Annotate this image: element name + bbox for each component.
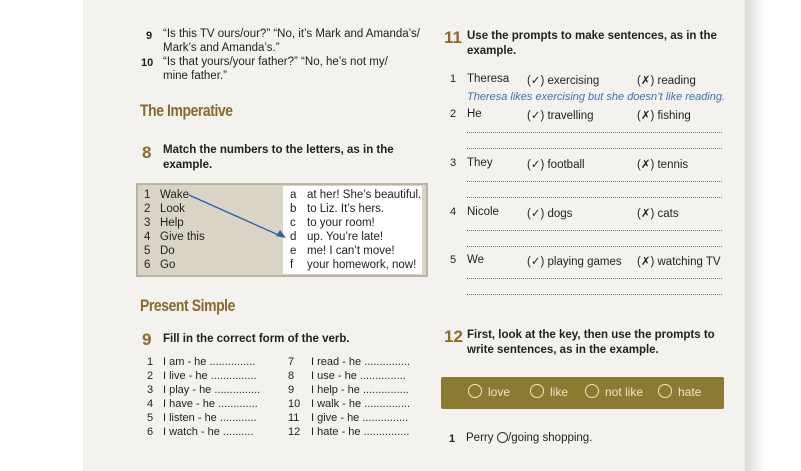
row-dislike: (✗) tennis xyxy=(637,159,689,171)
perry-prompt: /going shopping. xyxy=(508,432,593,444)
verb-prompt: I live - he ............... xyxy=(163,370,257,382)
verb-number: 5 xyxy=(147,412,154,424)
ex12-instruction: First, look at the key, then use the prompts to xyxy=(467,329,715,341)
ex8-instruction-cont: example. xyxy=(163,159,213,171)
ex9-number: 9 xyxy=(142,330,152,349)
verb-prompt: I watch - he .......... xyxy=(163,426,254,438)
answer-line xyxy=(467,181,722,182)
verb-number: 6 xyxy=(147,426,154,438)
match-number: 6 xyxy=(144,259,151,271)
verb-number: 4 xyxy=(147,398,154,410)
verb-number: 7 xyxy=(288,356,295,368)
answer-line xyxy=(467,246,722,247)
ex9-instruction: Fill in the correct form of the verb. xyxy=(163,333,350,345)
match-phrase: Go xyxy=(160,259,176,271)
match-number: 4 xyxy=(144,231,151,243)
row-subject: Nicole xyxy=(467,206,499,218)
answer-line xyxy=(467,294,722,295)
verb-number: 10 xyxy=(288,398,301,410)
match-number: 1 xyxy=(144,189,151,201)
key-not-like: not like xyxy=(605,385,644,399)
verb-prompt: I play - he ............... xyxy=(163,384,261,396)
row-dislike: (✗) fishing xyxy=(637,110,691,122)
verb-prompt: I help - he ............... xyxy=(311,384,409,396)
item-10-text-cont: mine father.” xyxy=(163,70,227,82)
verb-prompt: I give - he ............... xyxy=(311,412,409,424)
row-dislike: (✗) reading xyxy=(637,75,696,87)
match-phrase: Give this xyxy=(160,231,205,243)
item-10-number: 10 xyxy=(141,57,154,69)
page-edge xyxy=(745,0,765,471)
verb-prompt: I hate - he ............... xyxy=(311,426,410,438)
ex8-number: 8 xyxy=(142,143,152,162)
match-completion: to Liz. It’s hers. xyxy=(307,203,385,215)
match-phrase: Look xyxy=(160,203,185,215)
match-phrase: Help xyxy=(160,217,184,229)
row-dislike: (✗) watching TV xyxy=(637,256,721,268)
item-9-number: 9 xyxy=(146,30,153,42)
match-line-arrow xyxy=(185,190,295,244)
match-letter: e xyxy=(290,245,297,257)
row-like: (✓) travelling xyxy=(527,110,594,122)
verb-prompt: I walk - he ............... xyxy=(311,398,411,410)
row-like: (✓) playing games xyxy=(527,256,622,268)
ex11-instruction-cont: example. xyxy=(467,45,517,57)
example-answer: Theresa likes exercising but she doesn’t like reading. xyxy=(467,91,726,103)
match-letter: f xyxy=(290,259,294,271)
row-subject: We xyxy=(467,254,485,266)
verb-prompt: I read - he ............... xyxy=(311,356,411,368)
row-subject: Theresa xyxy=(467,73,510,85)
match-phrase: Wake xyxy=(160,189,189,201)
key-hate: hate xyxy=(678,385,702,399)
row-dislike: (✗) cats xyxy=(637,208,679,220)
like-face-icon xyxy=(530,384,544,398)
perry-number: 1 xyxy=(449,433,456,445)
row-subject: He xyxy=(467,108,482,120)
row-like: (✓) dogs xyxy=(527,208,573,220)
item-9-text-cont: Mark’s and Amanda’s.” xyxy=(163,42,280,54)
row-number: 5 xyxy=(450,254,457,266)
verb-prompt: I am - he ............... xyxy=(163,356,256,368)
hate-face-icon xyxy=(658,384,672,398)
match-letter: c xyxy=(290,217,296,229)
love-face-icon xyxy=(497,432,508,443)
row-like: (✓) exercising xyxy=(527,75,600,87)
verb-number: 12 xyxy=(288,426,301,438)
match-number: 2 xyxy=(144,203,151,215)
verb-number: 8 xyxy=(288,370,295,382)
verb-prompt: I listen - he ............ xyxy=(163,412,257,424)
match-completion: your homework, now! xyxy=(307,259,417,271)
verb-number: 11 xyxy=(288,412,300,424)
ex8-instruction: Match the numbers to the letters, as in the xyxy=(163,144,394,156)
perry-name: Perry xyxy=(466,432,494,444)
row-number: 2 xyxy=(450,108,457,120)
match-completion: to your room! xyxy=(307,217,375,229)
not-like-face-icon xyxy=(585,384,599,398)
match-phrase: Do xyxy=(160,245,175,257)
item-10-text: “Is that yours/your father?” “No, he’s not my/ xyxy=(163,56,388,68)
ex12-number: 12 xyxy=(444,327,463,346)
row-number: 3 xyxy=(450,157,457,169)
key-like: like xyxy=(550,385,569,399)
imperative-heading: The Imperative xyxy=(140,101,233,120)
verb-prompt: I have - he ............. xyxy=(163,398,258,410)
match-letter: d xyxy=(290,231,297,243)
verb-number: 2 xyxy=(147,370,154,382)
match-completion: up. You’re late! xyxy=(307,231,384,243)
verb-number: 3 xyxy=(147,384,154,396)
answer-line xyxy=(467,278,722,279)
verb-number: 1 xyxy=(147,356,154,368)
love-face-icon xyxy=(468,384,482,398)
ex11-instruction: Use the prompts to make sentences, as in the xyxy=(467,30,717,42)
verb-number: 9 xyxy=(288,384,295,396)
match-completion: at her! She’s beautiful. xyxy=(307,189,422,201)
match-letter: a xyxy=(290,189,297,201)
answer-line xyxy=(467,230,722,231)
row-number: 4 xyxy=(450,206,457,218)
answer-line xyxy=(467,132,722,133)
row-number: 1 xyxy=(450,73,457,85)
match-number: 5 xyxy=(144,245,151,257)
ex12-instruction-cont: write sentences, as in the example. xyxy=(467,344,659,356)
match-letter: b xyxy=(290,203,297,215)
key-love: love xyxy=(488,385,511,399)
answer-line xyxy=(467,197,722,198)
match-number: 3 xyxy=(144,217,151,229)
item-9-text: “Is this TV ours/our?” “No, it’s Mark and Amanda’s/ xyxy=(163,28,420,40)
row-subject: They xyxy=(467,157,493,169)
answer-line xyxy=(467,148,722,149)
match-completion: me! I can’t move! xyxy=(307,245,395,257)
present-simple-heading: Present Simple xyxy=(140,296,235,315)
verb-prompt: I use - he ............... xyxy=(311,370,406,382)
row-like: (✓) football xyxy=(527,159,585,171)
ex11-number: 11 xyxy=(444,28,462,47)
